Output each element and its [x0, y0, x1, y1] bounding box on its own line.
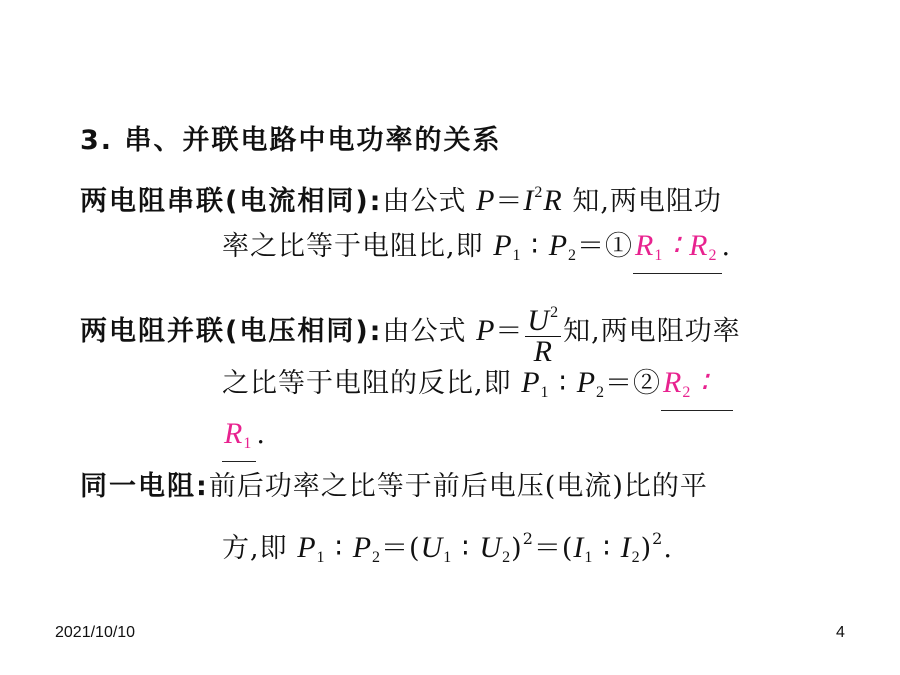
parallel-line-1: 两电阻并联(电压相同):由公式 P＝ $\frac{U^2}{R}$ 知,两电阻功率 — [80, 298, 741, 367]
answer-blank-1: $R_1$ ∶ $R_2$ — [633, 231, 721, 274]
parallel-text-2: 知,两电阻功率 — [563, 316, 741, 347]
same-label: 同一电阻: — [80, 471, 209, 502]
marker-2: ② — [633, 368, 662, 399]
series-line-2: 率之比等于电阻比,即 $P_1$ ∶ $P_2=①R_1$ ∶ $R_2$ . — [222, 229, 731, 274]
same-line-1 — [80, 470, 708, 504]
parallel-line-3: $R_1$ . — [222, 418, 266, 462]
marker-1: ① — [605, 231, 634, 262]
equals: ＝ — [495, 186, 524, 217]
answer-blank-2a: $R_2$ ∶ — [661, 368, 733, 411]
footer-date: 2021/10/10 — [55, 624, 136, 641]
parallel-line-2: 之比等于电阻的反比,即 $P_1$ ∶ $P_2=②R_2$ ∶ — [222, 366, 733, 411]
series-text-2: 知,两电阻功 — [572, 186, 722, 217]
footer-page-number: 4 — [836, 624, 845, 641]
answer-blank-2b: $R_1$ — [222, 419, 256, 462]
parallel-text-1: 由公式 — [382, 316, 467, 347]
fraction-u2-over-r: $\frac{U^2}{R}$ — [525, 298, 561, 367]
heading-text: 3. 串、并联电路中电功率的关系 — [80, 125, 502, 156]
series-label: 两电阻串联(电流相同): — [80, 186, 383, 217]
parallel-label: 两电阻并联(电压相同): — [80, 316, 383, 347]
parallel-text-3: 之比等于电阻的反比,即 — [222, 368, 512, 399]
series-line-1: 两电阻串联(电流相同):由公式 $P=I^2R$ 知,两电阻功 — [80, 184, 722, 217]
series-text-1: 由公式 — [382, 186, 467, 217]
same-text-2: 方,即 — [222, 533, 288, 564]
same-text-1: 前后功率之比等于前后电压(电流)比的平 — [208, 471, 708, 502]
series-text-3: 率之比等于电阻比,即 — [222, 231, 484, 262]
formula-series: P — [476, 184, 496, 217]
same-line-2: 方,即 $P_1$ ∶ $P_2=(U_1$ ∶ $U_2)^2=(I_1$ ∶ $I_2)^2$. — [222, 529, 673, 566]
formula-parallel: P — [476, 314, 496, 347]
section-heading — [80, 124, 501, 158]
